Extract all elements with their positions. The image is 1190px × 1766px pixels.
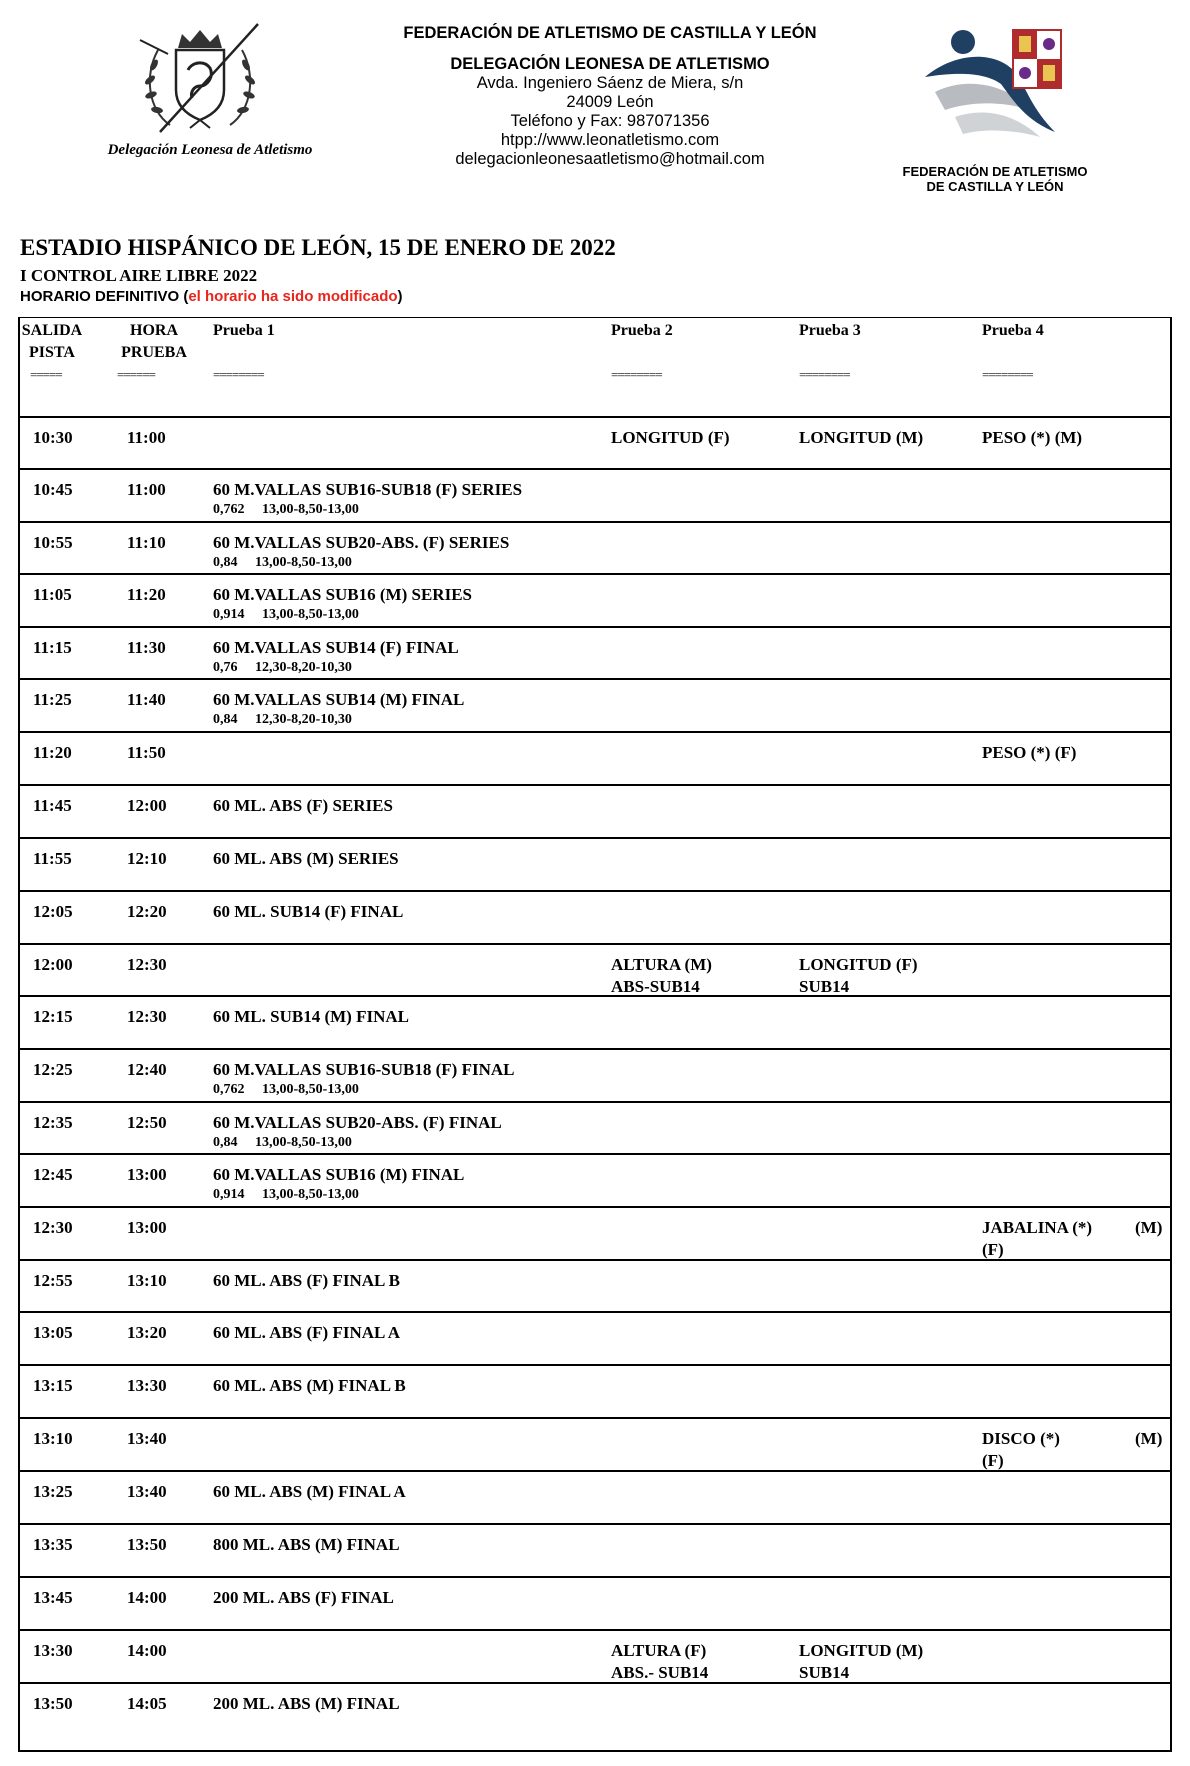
prueba-1-cell: 60 ML. ABS (F) FINAL B: [213, 1271, 401, 1290]
salida-pista-cell: 13:10: [33, 1429, 73, 1448]
prueba-4-cell: PESO (*) (F): [982, 743, 1077, 762]
venue-title: ESTADIO HISPÁNICO DE LEÓN, 15 DE ENERO DE 2022: [20, 235, 616, 260]
prueba-1-cell: 800 ML. ABS (M) FINAL: [213, 1535, 400, 1554]
hora-prueba-cell: 11:00: [127, 480, 166, 499]
hora-prueba-cell: 13:00: [127, 1165, 167, 1184]
hora-prueba-cell: 12:40: [127, 1060, 167, 1079]
prueba-1-cell: 60 ML. SUB14 (F) FINAL: [213, 902, 404, 921]
prueba-4-detail: (F): [982, 1240, 1004, 1259]
hora-prueba-cell: 11:10: [127, 533, 166, 552]
header-salida: [20, 320, 84, 364]
header-separator: =====: [30, 367, 62, 382]
delegation-caption: Delegación Leonesa de Atletismo: [107, 142, 313, 158]
federation-contact-block: [340, 24, 880, 169]
schedule-title-prefix: HORARIO DEFINITIVO (: [20, 288, 189, 305]
table-header-row: [20, 318, 1170, 418]
table-row: [20, 786, 1170, 839]
hora-prueba-cell: 11:00: [127, 428, 166, 447]
schedule-modified-note: el horario ha sido modificado: [188, 288, 398, 305]
hurdle-spec: 0,762 13,00-8,50-13,00: [213, 1082, 359, 1097]
prueba-4-cell: PESO (*) (M): [982, 428, 1083, 447]
header-separator: ========: [982, 367, 1033, 382]
prueba-1-cell: 60 M.VALLAS SUB14 (M) FINAL: [213, 690, 465, 709]
table-row: [20, 1631, 1170, 1684]
prueba-1-cell: 60 M.VALLAS SUB16 (M) SERIES: [213, 585, 472, 604]
table-row: [20, 1366, 1170, 1419]
prueba-1-cell: 60 M.VALLAS SUB16-SUB18 (F) FINAL: [213, 1060, 515, 1079]
header-hora: [114, 320, 194, 364]
salida-pista-cell: 11:25: [33, 690, 72, 709]
hurdle-spec: 0,914 13,00-8,50-13,00: [213, 1187, 359, 1202]
federation-name: FEDERACIÓN DE ATLETISMO DE CASTILLA Y LEÓN: [403, 24, 817, 42]
hurdle-spec: 0,84 12,30-8,20-10,30: [213, 712, 352, 727]
table-row: [20, 945, 1170, 997]
hora-prueba-cell: 12:30: [127, 955, 167, 974]
website-link[interactable]: htpp://www.leonatletismo.com: [500, 131, 720, 149]
prueba-3-detail: SUB14: [799, 1663, 850, 1682]
hora-prueba-cell: 12:00: [127, 796, 167, 815]
prueba-1-cell: 200 ML. ABS (F) FINAL: [213, 1588, 394, 1607]
table-row: [20, 1684, 1170, 1750]
prueba-3-cell: LONGITUD (M): [799, 428, 924, 447]
salida-pista-cell: 12:45: [33, 1165, 73, 1184]
header-separator: ========: [611, 367, 662, 382]
table-row: [20, 1419, 1170, 1472]
table-row: [20, 523, 1170, 575]
prueba-1-cell: 60 M.VALLAS SUB14 (F) FINAL: [213, 638, 459, 657]
table-row: [20, 1050, 1170, 1103]
table-row: [20, 628, 1170, 680]
hora-prueba-cell: 11:20: [127, 585, 166, 604]
hora-prueba-cell: 12:50: [127, 1113, 167, 1132]
prueba-1-cell: 200 ML. ABS (M) FINAL: [213, 1694, 400, 1713]
federation-caption: [880, 164, 1110, 194]
phone-line: Teléfono y Fax: 987071356: [510, 112, 710, 130]
delegation-name: DELEGACIÓN LEONESA DE ATLETISMO: [450, 55, 770, 73]
prueba-1-cell: 60 M.VALLAS SUB20-ABS. (F) FINAL: [213, 1113, 502, 1132]
hurdle-spec: 0,914 13,00-8,50-13,00: [213, 607, 359, 622]
prueba-2-detail: ABS-SUB14: [611, 977, 700, 996]
salida-pista-cell: 12:00: [33, 955, 73, 974]
header-prueba-3: Prueba 3: [799, 322, 861, 339]
hora-prueba-cell: 13:30: [127, 1376, 167, 1395]
table-row: [20, 1525, 1170, 1578]
salida-pista-cell: 10:55: [33, 533, 73, 552]
hora-prueba-cell: 12:30: [127, 1007, 167, 1026]
hora-prueba-cell: 12:20: [127, 902, 167, 921]
schedule-table: [18, 317, 1172, 1752]
hora-prueba-cell: 14:05: [127, 1694, 167, 1713]
salida-pista-cell: 12:35: [33, 1113, 73, 1132]
table-row: [20, 575, 1170, 628]
header-salida-line1: SALIDA: [21, 322, 83, 339]
salida-pista-cell: 13:05: [33, 1323, 73, 1342]
header-prueba-2: Prueba 2: [611, 322, 673, 339]
header-prueba-1: Prueba 1: [213, 322, 275, 339]
header-salida-line2: PISTA: [29, 344, 75, 361]
header-hora-line1: HORA: [130, 322, 178, 339]
header-hora-line2: PRUEBA: [121, 344, 187, 361]
prueba-1-cell: 60 ML. SUB14 (M) FINAL: [213, 1007, 409, 1026]
salida-pista-cell: 13:35: [33, 1535, 73, 1554]
prueba-1-cell: 60 ML. ABS (M) FINAL B: [213, 1376, 406, 1395]
table-row: [20, 470, 1170, 523]
salida-pista-cell: 10:45: [33, 480, 73, 499]
salida-pista-cell: 13:45: [33, 1588, 73, 1607]
hurdle-spec: 0,84 13,00-8,50-13,00: [213, 1135, 352, 1150]
salida-pista-cell: 11:05: [33, 585, 72, 604]
salida-pista-cell: 11:15: [33, 638, 72, 657]
prueba-2-cell: ALTURA (M): [611, 955, 712, 974]
salida-pista-cell: 11:20: [33, 743, 72, 762]
email-link[interactable]: delegacionleonesaatletismo@hotmail.com: [455, 150, 765, 168]
prueba-4-detail: (F): [982, 1451, 1004, 1470]
hora-prueba-cell: 11:50: [127, 743, 166, 762]
prueba-4-category: (M): [1135, 1429, 1163, 1448]
prueba-4-cell: DISCO (*): [982, 1429, 1060, 1448]
table-row: [20, 1313, 1170, 1366]
salida-pista-cell: 12:30: [33, 1218, 73, 1237]
prueba-2-detail: ABS.- SUB14: [611, 1663, 709, 1682]
schedule-title-suffix: ): [397, 288, 403, 305]
prueba-1-cell: 60 M.VALLAS SUB20-ABS. (F) SERIES: [213, 533, 510, 552]
hora-prueba-cell: 13:50: [127, 1535, 167, 1554]
table-row: [20, 418, 1170, 470]
hurdle-spec: 0,76 12,30-8,20-10,30: [213, 660, 352, 675]
federation-runner-logo: [915, 22, 1085, 142]
table-row: [20, 680, 1170, 733]
delegation-header-left: [80, 20, 340, 170]
table-row: [20, 1472, 1170, 1525]
hora-prueba-cell: 14:00: [127, 1641, 167, 1660]
salida-pista-cell: 10:30: [33, 428, 73, 447]
hora-prueba-cell: 13:20: [127, 1323, 167, 1342]
header-prueba-4: Prueba 4: [982, 322, 1044, 339]
table-row: [20, 839, 1170, 892]
prueba-3-detail: SUB14: [799, 977, 850, 996]
table-row: [20, 1578, 1170, 1631]
salida-pista-cell: 11:45: [33, 796, 72, 815]
prueba-1-cell: 60 ML. ABS (M) FINAL A: [213, 1482, 406, 1501]
prueba-1-cell: 60 ML. ABS (F) FINAL A: [213, 1323, 401, 1342]
hora-prueba-cell: 12:10: [127, 849, 167, 868]
hora-prueba-cell: 11:40: [127, 690, 166, 709]
prueba-2-cell: LONGITUD (F): [611, 428, 730, 447]
hurdle-spec: 0,84 13,00-8,50-13,00: [213, 555, 352, 570]
header-separator: ======: [117, 367, 155, 382]
prueba-1-cell: 60 ML. ABS (F) SERIES: [213, 796, 393, 815]
header-separator: ========: [799, 367, 850, 382]
hora-prueba-cell: 11:30: [127, 638, 166, 657]
hora-prueba-cell: 13:40: [127, 1429, 167, 1448]
hora-prueba-cell: 13:10: [127, 1271, 167, 1290]
salida-pista-cell: 12:05: [33, 902, 73, 921]
salida-pista-cell: 12:55: [33, 1271, 73, 1290]
salida-pista-cell: 12:25: [33, 1060, 73, 1079]
salida-pista-cell: 13:50: [33, 1694, 73, 1713]
hora-prueba-cell: 14:00: [127, 1588, 167, 1607]
prueba-4-category: (M): [1135, 1218, 1163, 1237]
prueba-3-cell: LONGITUD (F): [799, 955, 918, 974]
table-row: [20, 892, 1170, 945]
header-separator: ========: [213, 367, 264, 382]
address-line: Avda. Ingeniero Sáenz de Miera, s/n: [476, 74, 744, 92]
salida-pista-cell: 12:15: [33, 1007, 73, 1026]
hora-prueba-cell: 13:00: [127, 1218, 167, 1237]
table-row: [20, 997, 1170, 1050]
hora-prueba-cell: 13:40: [127, 1482, 167, 1501]
prueba-1-cell: 60 M.VALLAS SUB16-SUB18 (F) SERIES: [213, 480, 523, 499]
table-row: [20, 1155, 1170, 1208]
delegation-crest-logo: [130, 20, 270, 138]
hurdle-spec: 0,762 13,00-8,50-13,00: [213, 502, 359, 517]
prueba-2-cell: ALTURA (F): [611, 1641, 707, 1660]
table-row: [20, 1261, 1170, 1313]
salida-pista-cell: 11:55: [33, 849, 72, 868]
table-row: [20, 1208, 1170, 1261]
schedule-title: [20, 288, 403, 305]
table-row: [20, 1103, 1170, 1155]
prueba-1-cell: 60 M.VALLAS SUB16 (M) FINAL: [213, 1165, 465, 1184]
event-title: I CONTROL AIRE LIBRE 2022: [20, 266, 258, 285]
prueba-1-cell: 60 ML. ABS (M) SERIES: [213, 849, 399, 868]
table-row: [20, 733, 1170, 786]
salida-pista-cell: 13:25: [33, 1482, 73, 1501]
federation-caption-line1: FEDERACIÓN DE ATLETISMO: [902, 164, 1088, 179]
prueba-3-cell: LONGITUD (M): [799, 1641, 924, 1660]
salida-pista-cell: 13:30: [33, 1641, 73, 1660]
salida-pista-cell: 13:15: [33, 1376, 73, 1395]
prueba-4-cell: JABALINA (*): [982, 1218, 1093, 1237]
postal-line: 24009 León: [566, 93, 654, 111]
federation-caption-line2: DE CASTILLA Y LEÓN: [926, 179, 1064, 194]
federation-header-right: [880, 22, 1110, 192]
